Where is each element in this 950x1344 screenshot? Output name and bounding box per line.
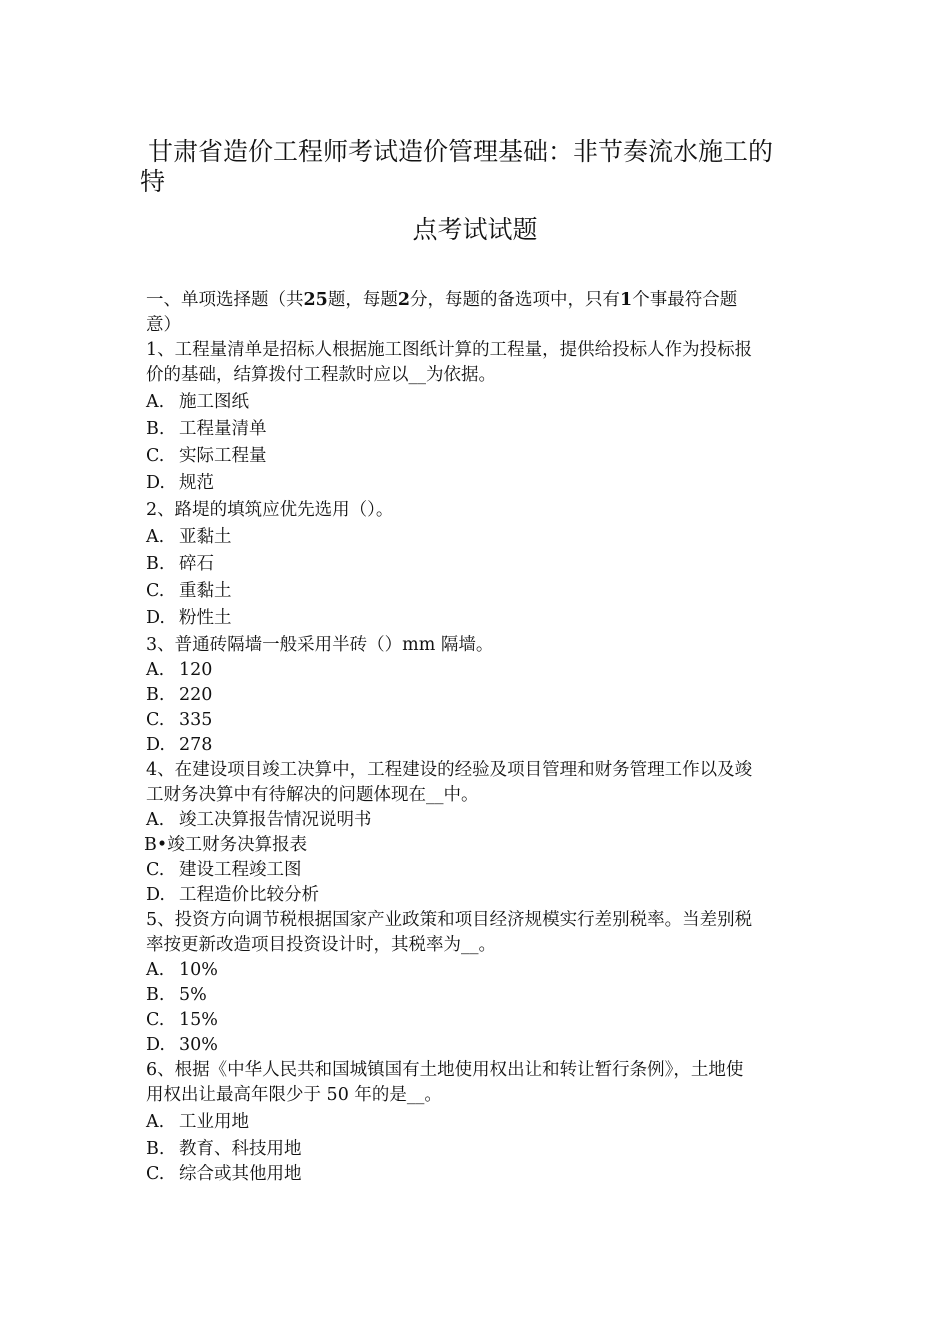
question-5-line-1: 5、投资方向调节税根据国家产业政策和项目经济规模实行差别税率。当差别税 — [146, 910, 753, 930]
document-title-line-2: 特 — [140, 167, 166, 196]
question-2-option-c: C. 重黏土 — [146, 581, 232, 601]
question-6-line-2: 用权出让最高年限少于 50 年的是__。 — [146, 1085, 442, 1105]
document-title-line-3: 点考试试题 — [412, 215, 538, 244]
question-5-option-b: B. 5% — [146, 985, 207, 1005]
question-3-option-a: A. 120 — [146, 660, 213, 680]
question-1-option-d: D. 规范 — [146, 473, 214, 493]
question-5-option-d: D. 30% — [146, 1035, 218, 1055]
question-5-option-c: C. 15% — [146, 1010, 218, 1030]
question-4-option-a: A. 竣工决算报告情况说明书 — [146, 810, 372, 830]
question-3-option-d: D. 278 — [146, 735, 213, 755]
question-4-line-2: 工财务决算中有待解决的问题体现在__中。 — [146, 785, 479, 805]
document-title-line-1: 甘肃省造价工程师考试造价管理基础：非节奏流水施工的 — [148, 137, 774, 166]
question-2-option-b: B. 碎石 — [146, 554, 214, 574]
question-6-line-1: 6、根据《中华人民共和国城镇国有土地使用权出让和转让暂行条例》，土地使 — [146, 1060, 744, 1080]
question-2-option-a: A. 亚黏土 — [146, 527, 232, 547]
question-3-option-b: B. 220 — [146, 685, 213, 705]
question-6-option-a: A. 工业用地 — [146, 1112, 249, 1132]
exam-content — [146, 288, 810, 1187]
question-1-option-c: C. 实际工程量 — [146, 446, 267, 466]
question-4-option-c: C. 建设工程竣工图 — [146, 860, 302, 880]
question-1-option-b: B. 工程量清单 — [146, 419, 267, 439]
question-5-option-a: A. 10% — [146, 960, 218, 980]
question-4-option-d: D. 工程造价比较分析 — [146, 885, 319, 905]
question-6-option-b: B. 教育、科技用地 — [146, 1139, 302, 1159]
question-1-option-a: A. 施工图纸 — [146, 392, 249, 412]
question-3-option-c: C. 335 — [146, 710, 213, 730]
question-4-line-1: 4、在建设项目竣工决算中，工程建设的经验及项目管理和财务管理工作以及竣 — [146, 760, 753, 780]
question-6-option-c: C. 综合或其他用地 — [146, 1164, 302, 1184]
question-2-option-d: D. 粉性土 — [146, 608, 232, 628]
question-2-line-1: 2、路堤的填筑应优先选用（）。 — [146, 500, 394, 520]
question-1-line-2: 价的基础，结算拨付工程款时应以__为依据。 — [146, 365, 496, 385]
question-4-option-b: B•竣工财务决算报表 — [144, 835, 308, 855]
section-heading-cont: 意） — [146, 315, 181, 335]
section-heading: 一、单项选择题（共25题，每题2分，每题的备选项中，只有1个事最符合题 — [146, 290, 738, 310]
question-3-line-1: 3、普通砖隔墙一般采用半砖（）mm 隔墙。 — [146, 635, 494, 655]
question-5-line-2: 率按更新改造项目投资设计时，其税率为__。 — [146, 935, 496, 955]
question-1-line-1: 1、工程量清单是招标人根据施工图纸计算的工程量，提供给投标人作为投标报 — [146, 340, 753, 360]
